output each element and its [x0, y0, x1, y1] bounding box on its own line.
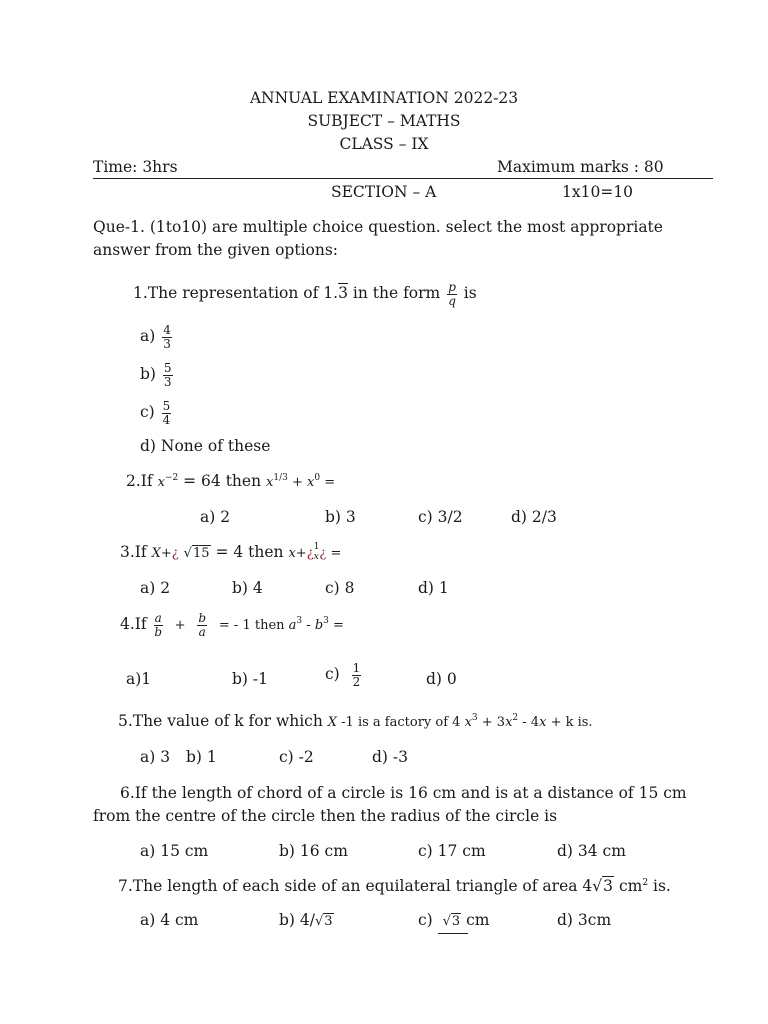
q1-recurring-digit: 3: [338, 284, 348, 303]
q6-option-a: a) 15 cm: [140, 842, 209, 860]
q4-option-a: a)1: [126, 670, 152, 688]
q3-option-b: b) 4: [232, 579, 263, 597]
q5-option-d: d) -3: [372, 748, 408, 766]
q2-exp3: 0: [314, 472, 321, 483]
q2-eq: = 64 then: [178, 472, 266, 490]
q4-minus: -: [302, 618, 315, 634]
q5-x1: x: [464, 715, 472, 730]
q3-option-a: a) 2: [140, 579, 171, 597]
question-6: 6.If the length of chord of a circle is 16 cm and is at a distance of 15 cm from the centre of the circle then the radius of the circle is: [93, 784, 687, 825]
q1-option-b-fraction: [163, 362, 173, 388]
q4-var-b: b: [314, 618, 324, 634]
q1-fraction: [447, 281, 457, 307]
q2-prefix: 2.If: [126, 472, 158, 490]
question-3: 3.If X+¿ √15 = 4 then x+¿ 1 x ¿ =: [120, 542, 342, 562]
q3-root: 15: [192, 546, 210, 561]
q7-root: 3: [603, 877, 614, 895]
q1-suffix: is: [458, 284, 477, 303]
option-label: c): [140, 403, 155, 422]
q2-plus: +: [287, 475, 307, 490]
frac-den: 4: [162, 412, 171, 427]
q5-e2: 2: [512, 712, 519, 723]
q1-frac-num: p: [448, 280, 456, 294]
q4-option-c: [325, 662, 363, 688]
q7-b-root: 3: [324, 914, 333, 929]
q5-p3: + k is.: [546, 715, 593, 730]
q2-exp2: 1/3: [273, 472, 288, 483]
q4-var-a: a: [288, 618, 297, 634]
q2-var: x: [266, 475, 274, 490]
q2-var: x: [307, 475, 315, 490]
question-1: [133, 281, 477, 307]
q3-sup: 1: [313, 542, 320, 553]
q5-p1: + 3: [477, 715, 506, 730]
q5-x3: x: [539, 715, 547, 730]
instructions: Que-1. (1to10) are multiple choice question. select the most appropriate answer from the given options:: [93, 218, 663, 259]
frac-num: 5: [162, 399, 171, 413]
q2-option-d: d) 2/3: [511, 508, 557, 526]
question-2: [126, 472, 335, 490]
header-rule: [93, 178, 713, 179]
q1-mid: in the form: [347, 284, 446, 303]
q3-var-x: x: [288, 546, 296, 561]
q5-var: X: [327, 715, 338, 730]
question-7: 7.The length of each side of an equilateral triangle of area 4√3 $cm^2$ is.: [118, 877, 671, 895]
question-4: [120, 612, 344, 638]
frac-den: a: [198, 624, 206, 639]
option-label: b): [140, 365, 156, 384]
q1-option-d: d) None of these: [140, 437, 271, 455]
q1-option-a: [140, 324, 174, 350]
frac-den: 2: [352, 674, 361, 689]
q5-mid: -1 is a factory of 4: [337, 715, 465, 730]
q3-glitch: ¿: [306, 546, 314, 561]
q1-option-c-fraction: [162, 400, 172, 426]
q7-option-b: b) 4/√3: [279, 911, 333, 929]
q3-mid: = 4 then: [210, 543, 289, 561]
max-marks-label: Maximum marks : 80: [497, 158, 664, 176]
q7-option-c-underline: [438, 933, 468, 934]
question-5: [118, 712, 593, 730]
time-label: Time: 3hrs: [93, 158, 178, 176]
q3-prefix: 3.If: [120, 543, 152, 561]
option-label: a): [140, 327, 156, 346]
q2-exp1: −2: [164, 472, 179, 483]
section-title: SECTION – A: [331, 183, 437, 201]
q5-option-a: a) 3: [140, 748, 171, 766]
q7-unit: cm: [614, 877, 643, 895]
q5-option-b: b) 1: [186, 748, 217, 766]
q7-c-unit: cm: [461, 911, 490, 929]
frac-num: a: [154, 611, 162, 625]
q1-prefix: 1.The representation of 1.: [133, 284, 339, 303]
q6-option-c: c) 17 cm: [418, 842, 486, 860]
q7-option-a: a) 4 cm: [140, 911, 199, 929]
q4-exp: 3: [323, 615, 329, 626]
q3-option-d: d) 1: [418, 579, 449, 597]
option-label: c): [325, 665, 340, 684]
q3-plus: +: [160, 546, 172, 561]
q3-var-X: X: [151, 546, 161, 561]
q4-mid: = - 1 then: [218, 618, 289, 634]
q4-option-d: d) 0: [426, 670, 457, 688]
q3-sub: x: [313, 552, 319, 562]
option-text: b) 4/: [279, 911, 315, 929]
q4-frac1: [154, 612, 163, 638]
q4-option-c-fraction: [352, 662, 362, 688]
q7-sq: 2: [642, 877, 649, 888]
q7-option-d: d) 3cm: [557, 911, 612, 929]
q1-option-a-fraction: [162, 324, 172, 350]
q3-option-c: c) 8: [325, 579, 355, 597]
q4-exp: 3: [296, 615, 303, 626]
exam-title: ANNUAL EXAMINATION 2022-23: [249, 89, 519, 107]
q7-option-c: c) √3 cm: [418, 911, 490, 929]
q4-option-b: b) -1: [232, 670, 268, 688]
q2-option-b: b) 3: [325, 508, 356, 526]
q7-suffix: is.: [648, 877, 671, 895]
class-line: CLASS – IX: [339, 135, 429, 153]
frac-num: 5: [163, 361, 172, 375]
q4-prefix: 4.If: [120, 615, 152, 634]
q4-frac2: [197, 612, 207, 638]
q7-prefix: 7.The length of each side of an equilateral triangle of area 4: [118, 877, 593, 895]
q3-glitch: ¿: [319, 546, 327, 561]
subject-line: SUBJECT – MATHS: [307, 112, 461, 130]
q3-end: =: [326, 546, 342, 561]
q4-plus: +: [174, 618, 186, 634]
q5-e3: 3: [471, 712, 478, 723]
q2-end: =: [320, 475, 336, 490]
q5-x2: x: [505, 715, 513, 730]
q1-option-b: [140, 362, 175, 388]
q4-end: =: [328, 618, 344, 634]
q1-frac-den: q: [448, 293, 456, 308]
q5-p2: - 4: [518, 715, 540, 730]
frac-num: 1: [352, 661, 361, 675]
q2-option-a: a) 2: [200, 508, 231, 526]
frac-den: b: [154, 624, 162, 639]
q2-option-c: c) 3/2: [418, 508, 463, 526]
q2-var: x: [157, 475, 165, 490]
q7-c-root: 3: [451, 914, 461, 929]
q5-option-c: c) -2: [279, 748, 314, 766]
frac-den: 3: [163, 374, 172, 389]
frac-num: 4: [163, 323, 171, 337]
q3-plus2: +: [295, 546, 307, 561]
section-marks: 1x10=10: [562, 183, 634, 201]
frac-num: b: [198, 611, 207, 625]
q6-option-b: b) 16 cm: [279, 842, 348, 860]
q3-glitch: ¿: [171, 546, 179, 561]
frac-den: 3: [163, 336, 171, 351]
option-label: c): [418, 911, 433, 929]
q5-prefix: 5.The value of k for which: [118, 712, 328, 730]
q1-option-c: [140, 400, 173, 426]
q6-option-d: d) 34 cm: [557, 842, 626, 860]
